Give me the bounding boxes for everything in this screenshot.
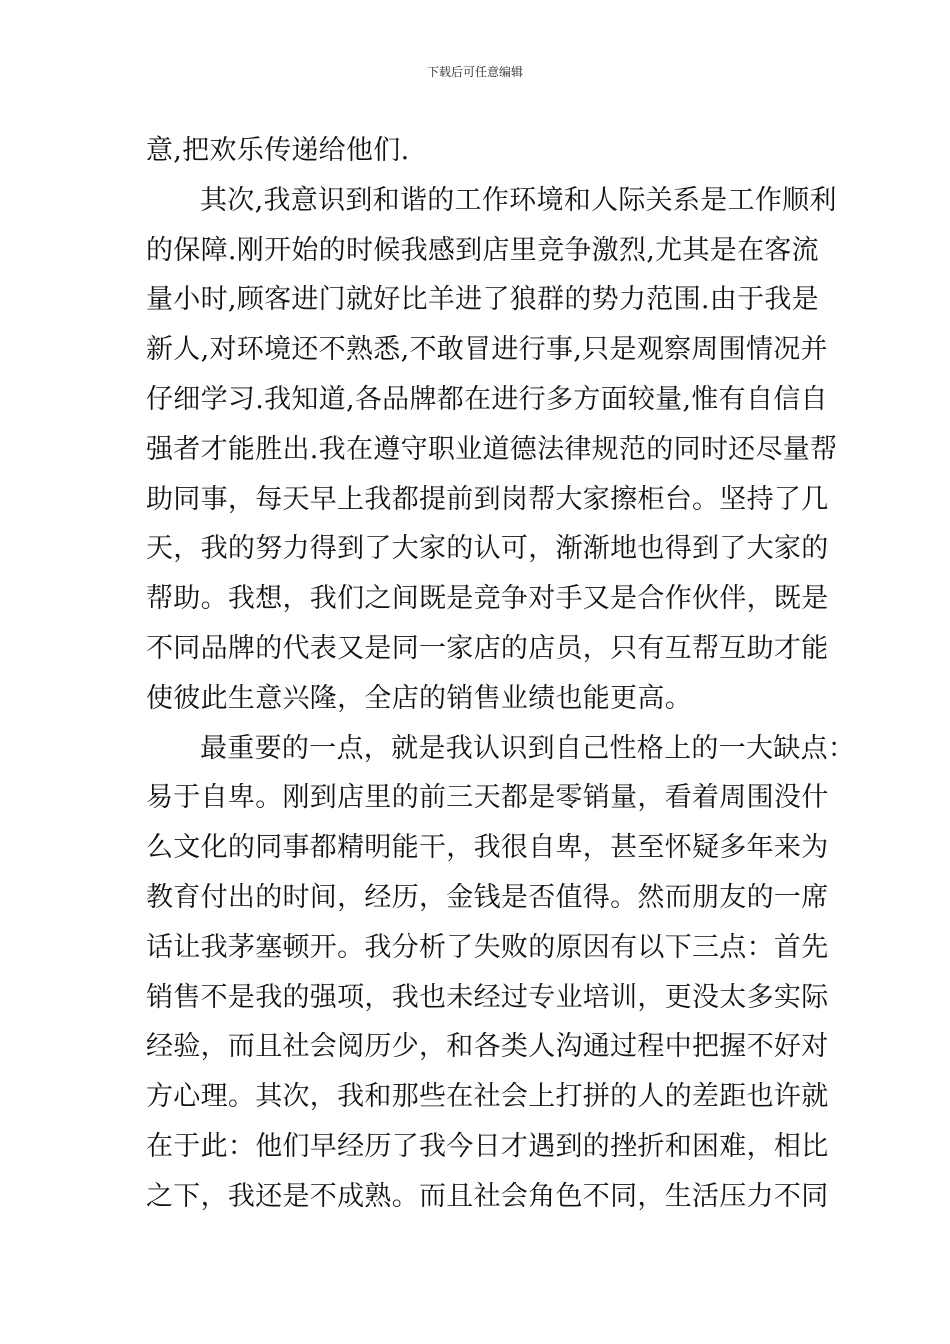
text-line: 意,把欢乐传递给他们. [146,135,410,166]
text-line: 易于自卑。刚到店里的前三天都是零销量，看着周围没什 [146,782,829,814]
page-header: 下载后可任意编辑 [426,65,523,79]
text-line: 销售不是我的强项，我也未经过专业培训，更没太多实际 [146,981,829,1013]
text-line: 之下，我还是不成熟。而且社会角色不同，生活压力不同 [146,1180,829,1212]
text-line: 在于此：他们早经历了我今日才遇到的挫折和困难，相比 [146,1130,829,1162]
text-line: 么文化的同事都精明能干，我很自卑，甚至怀疑多年来为 [146,832,829,864]
text-line: 强者才能胜出.我在遵守职业道德法律规范的同时还尽量帮 [146,433,838,465]
text-line: 方心理。其次，我和那些在社会上打拼的人的差距也许就 [146,1081,829,1113]
text-line: 天，我的努力得到了大家的认可，渐渐地也得到了大家的 [146,533,829,565]
text-line: 帮助。我想，我们之间既是竞争对手又是合作伙伴，既是 [146,583,829,615]
text-line: 新人,对环境还不熟悉,不敢冒进行事,只是观察周围情况并 [146,334,828,366]
text-line: 使彼此生意兴隆，全店的销售业绩也能更高。 [146,682,692,714]
text-line: 仔细学习.我知道,各品牌都在进行多方面较量,惟有自信自 [146,383,828,415]
text-line: 话让我茅塞顿开。我分析了失败的原因有以下三点：首先 [146,931,829,963]
text-line: 教育付出的时间，经历，金钱是否值得。然而朋友的一席 [146,881,829,913]
text-line: 助同事，每天早上我都提前到岗帮大家擦柜台。坚持了几 [146,483,829,515]
paragraph-start-line: 最重要的一点，就是我认识到自己性格上的一大缺点： [200,732,856,764]
text-line: 经验，而且社会阅历少，和各类人沟通过程中把握不好对 [146,1031,829,1063]
text-line: 不同品牌的代表又是同一家店的店员，只有互帮互助才能 [146,632,829,664]
document-body [146,126,856,1222]
text-line: 的保障.刚开始的时候我感到店里竞争激烈,尤其是在客流 [146,234,819,266]
text-line: 量小时,顾客进门就好比羊进了狼群的势力范围.由于我是 [146,284,819,316]
paragraph-start-line: 其次,我意识到和谐的工作环境和人际关系是工作顺利 [200,184,837,216]
